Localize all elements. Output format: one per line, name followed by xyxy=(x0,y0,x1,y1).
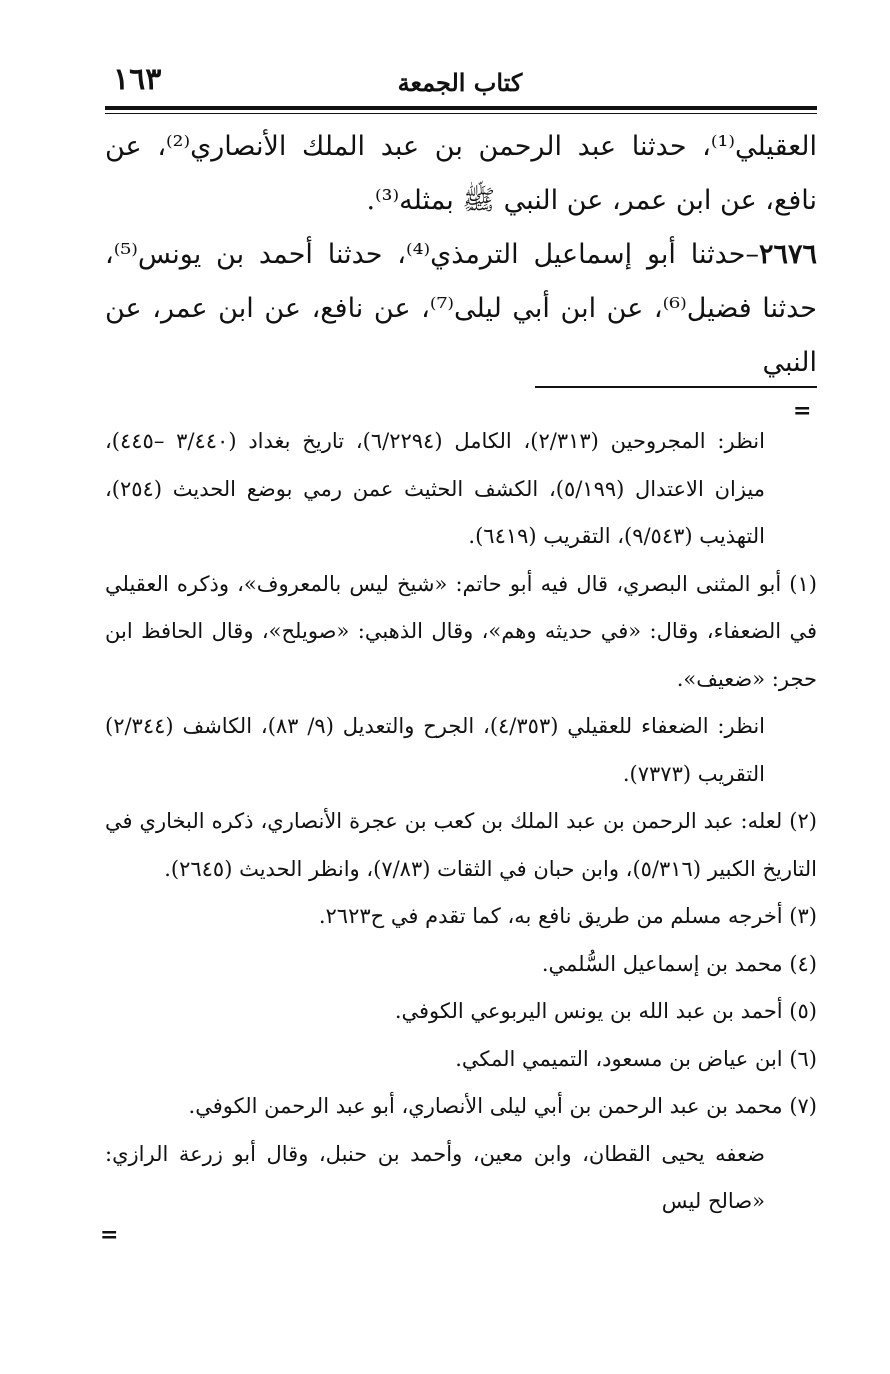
footnote-6: (٦) ابن عياض بن مسعود، التميمي المكي. xyxy=(455,1046,817,1071)
main-text xyxy=(105,120,817,390)
footnote-separator xyxy=(535,386,817,388)
footnote-3: (٣) أخرجه مسلم من طريق نافع به، كما تقدم في ح٢٦٢٣. xyxy=(318,904,817,928)
footnote-2: (٢) لعله: عبد الرحمن بن عبد الملك بن كعب بن عجرة الأنصاري، ذكره البخاري في التاريخ الكبير (٥/٣١٦)، وابن حبان في الثقات (٧/٨٣)، وانظر الحديث (٢٦٤٥). xyxy=(105,809,817,881)
footnote-4: (٤) محمد بن إسماعيل السُّلمي. xyxy=(541,951,817,976)
main-paragraph-1: العقيلي⁽¹⁾، حدثنا عبد الرحمن بن عبد الملك الأنصاري⁽²⁾، عن نافع، عن ابن عمر، عن النبي ﷺ بمثله⁽³⁾. xyxy=(105,131,817,216)
footnote-5: (٥) أحمد بن عبد الله بن يونس اليربوعي الكوفي. xyxy=(394,999,817,1023)
running-title: كتاب الجمعة xyxy=(397,68,523,97)
footnote-7: (٧) محمد بن عبد الرحمن بن أبي ليلى الأنصاري، أبو عبد الرحمن الكوفي. xyxy=(188,1094,817,1118)
footnote-1: (١) أبو المثنى البصري، قال فيه أبو حاتم: «شيخ ليس بالمعروف»، وذكره العقيلي في الضعفاء، وقال: «في حديثه وهم»، وقال الذهبي: «صويلح»، وقال الحافظ ابن حجر: «ضعيف». xyxy=(105,571,817,691)
hadith-number: ٢٦٧٦ xyxy=(758,239,817,270)
footnotes xyxy=(105,418,817,1226)
footnote-7-continued: ضعفه يحيى القطان، وابن معين، وأحمد بن حنبل، وقال أبو زرعة الرازي: «صالح ليس xyxy=(105,1141,765,1213)
hadith-text: –حدثنا أبو إسماعيل الترمذي⁽⁴⁾، حدثنا أحمد بن يونس⁽⁵⁾، حدثنا فضيل⁽⁶⁾، عن ابن أبي ليلى⁽⁷⁾، عن نافع، عن ابن عمر، عن النبي xyxy=(105,239,817,378)
main-paragraph-2 xyxy=(105,228,817,390)
page-header xyxy=(105,62,815,102)
continuation-mark-bottom: = xyxy=(100,1222,119,1248)
footnote-continued: انظر: المجروحين (٢/٣١٣)، الكامل (٦/٢٢٩٤)، تاريخ بغداد (٣/٤٤٠ –٤٤٥)، ميزان الاعتدال (٥/١٩٩)، الكشف الحثيث عمن رمي بوضع الحديث (٢٥٤)، التهذيب (٩/٥٤٣)، التقريب (٦٤١٩). xyxy=(105,429,765,548)
footnote-1-references: انظر: الضعفاء للعقيلي (٤/٣٥٣)، الجرح والتعديل (٩/ ٨٣)، الكاشف (٢/٣٤٤) التقريب (٧٣٧٣). xyxy=(105,714,765,786)
page-number: ١٦٣ xyxy=(113,62,162,97)
continuation-mark-top: = xyxy=(793,398,812,424)
header-rule-thick xyxy=(105,106,817,110)
header-rule-thin xyxy=(105,113,817,114)
